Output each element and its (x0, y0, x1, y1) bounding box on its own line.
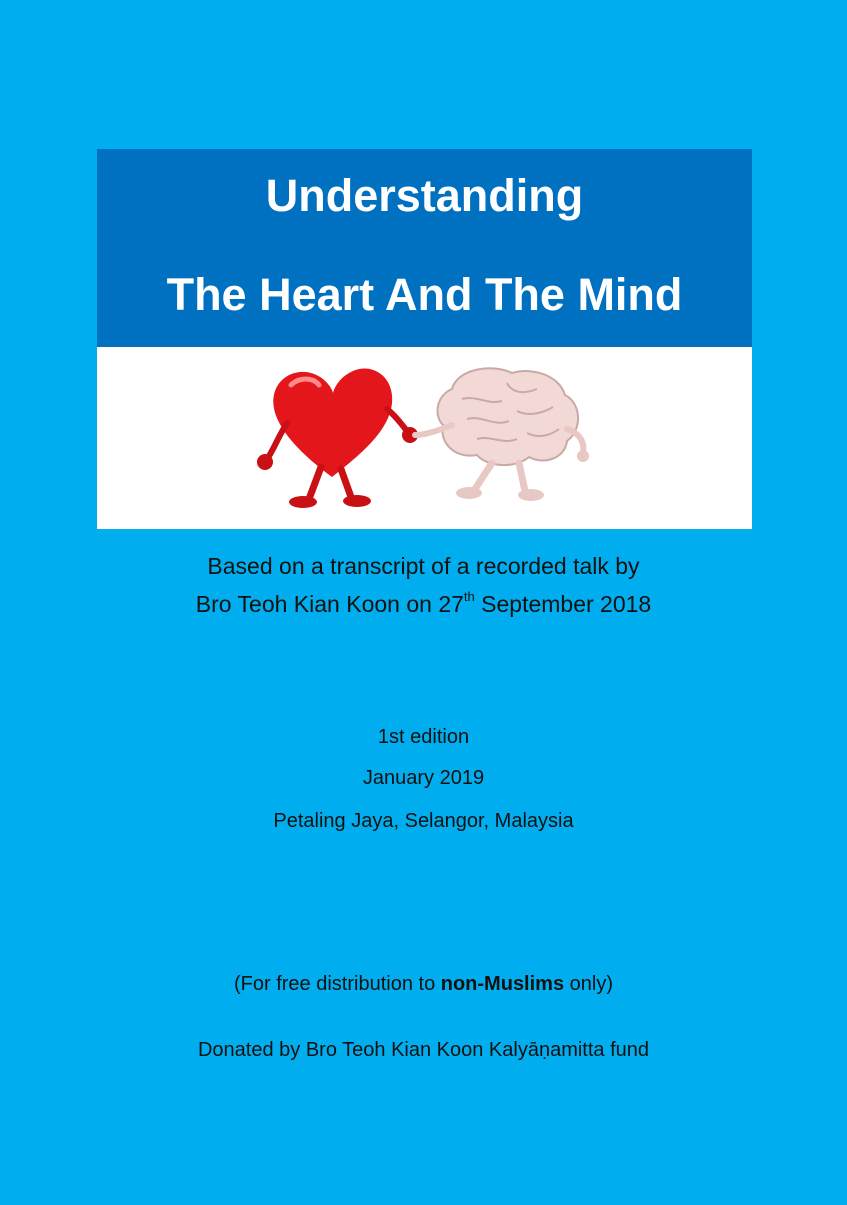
illustration-panel (97, 347, 752, 529)
distribution-notice (0, 970, 847, 998)
subtitle-line-2 (0, 586, 847, 622)
subtitle-line-1: Based on a transcript of a recorded talk by (207, 553, 640, 579)
heart-and-brain-illustration (247, 359, 607, 517)
distribution-suffix: only) (564, 973, 613, 995)
donation-note: Donated by Bro Teoh Kian Koon Kalyāṇamitta fund (197, 1039, 650, 1061)
heart-character (257, 368, 418, 508)
title-line-1: Understanding (265, 170, 584, 221)
subtitle-author-date: Bro Teoh Kian Koon on 27 (195, 591, 464, 617)
edition: 1st edition (377, 726, 470, 748)
publication-date: January 2019 (362, 767, 485, 789)
distribution-bold: non-Muslims (440, 973, 565, 995)
subtitle-month-year: September 2018 (474, 591, 652, 617)
title-line-2: The Heart And The Mind (166, 269, 683, 320)
brain-character (415, 368, 589, 501)
ordinal-suffix: th (463, 589, 475, 604)
publication-place: Petaling Jaya, Selangor, Malaysia (273, 810, 574, 832)
distribution-prefix: (For free distribution to (234, 973, 441, 995)
title-band (97, 149, 752, 347)
